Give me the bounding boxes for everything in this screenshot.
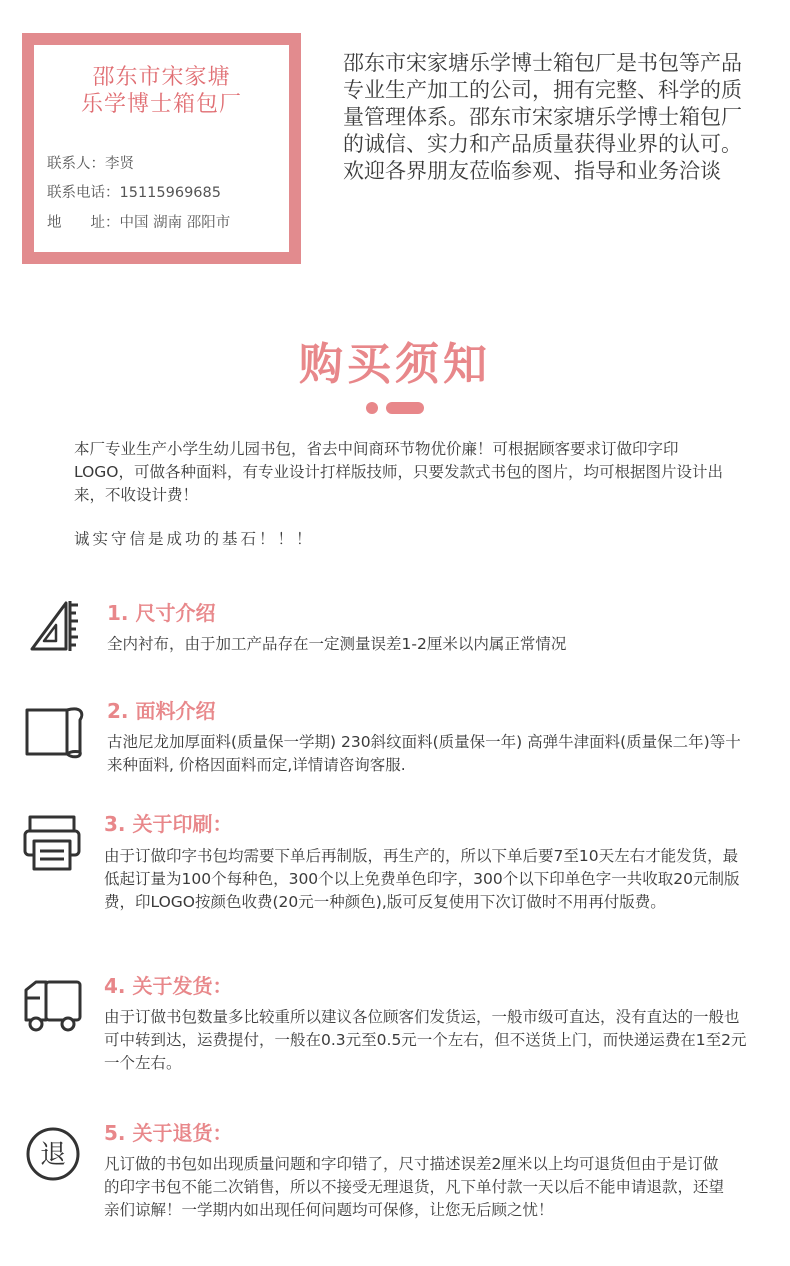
heading-decoration-bar [386, 402, 424, 414]
page-heading: 购买须知 [299, 339, 491, 390]
section-title-printing: 3. 关于印刷： [104, 812, 233, 836]
section-title-returns: 5. 关于退货： [104, 1121, 233, 1145]
intro-paragraph: 本厂专业生产小学生幼儿园书包，省去中间商环节物优价廉！可根据顾客要求订做印字印LOGO，可做各种面料，有专业设计打样版技师，只要发款式书包的图片，均可根据图片设计出来，不收设计费！ [74, 440, 723, 504]
section-title-size: 1. 尺寸介绍 [107, 601, 216, 625]
section-body-printing: 由于订做印字书包均需要下单后再制版，再生产的，所以下单后要7至10天左右才能发货，最低起订量为100个每种色，300个以上免费单色印字，300个以下印单色字一共收取20元制版费，印LOGO按颜色收费(20元一种颜色),版可反复使用下次订做时不用再付版费。 [104, 847, 740, 911]
truck-icon [22, 976, 82, 1036]
company-name-line2: 乐学博士箱包厂 [80, 92, 242, 117]
section-body-shipping: 由于订做书包数量多比较重所以建议各位顾客们发货运，一般市级可直达，没有直达的一般也可中转到达，运费提付，一般在0.3元至0.5元一个左右，但不送货上门，而快递运费在1至2元一个左右。 [104, 1008, 747, 1072]
section-title-shipping: 4. 关于发货： [104, 974, 233, 998]
company-card [22, 33, 301, 264]
address-label: 地 址： [47, 215, 120, 231]
company-intro: 邵东市宋家塘乐学博士箱包厂是书包等产品专业生产加工的公司，拥有完整、科学的质量管理体系。邵东市宋家塘乐学博士箱包厂的诚信、实力和产品质量获得业界的认可。欢迎各界朋友莅临参观、指导和业务洽谈 [343, 51, 742, 183]
phone-label: 联系电话： [47, 185, 120, 201]
section-title-fabric: 2. 面料介绍 [107, 699, 216, 723]
heading-decoration-dot [366, 402, 378, 414]
section-body-returns: 凡订做的书包如出现质量问题和字印错了，尺寸描述误差2厘米以上均可退货但由于是订做的印字书包不能二次销售，所以不接受无理退货，凡下单付款一天以后不能申请退款，还望亲们谅解！一学期内如出现任何问题均可保修，让您无后顾之忧！ [104, 1155, 725, 1219]
printer-icon [22, 813, 82, 873]
return-icon [24, 1125, 84, 1185]
section-body-size: 全内衬布，由于加工产品存在一定测量误差1-2厘米以内属正常情况 [107, 635, 567, 653]
company-name-line1: 邵东市宋家塘 [92, 65, 231, 90]
contact-label: 联系人： [47, 156, 105, 172]
ruler-triangle-icon [26, 595, 86, 655]
address-value: 中国 湖南 邵阳市 [119, 215, 231, 231]
contact-row [47, 152, 134, 173]
section-body-fabric: 古池尼龙加厚面料(质量保一学期) 230斜纹面料(质量保一年) 高弹牛津面料(质量保二年)等十来种面料, 价格因面料而定,详情请咨询客服. [107, 733, 741, 774]
fabric-roll-icon [24, 700, 84, 760]
company-name [34, 64, 289, 118]
motto-paragraph: 诚实守信是成功的基石！！！ [74, 530, 315, 548]
contact-value: 李贤 [105, 156, 134, 172]
address-row [47, 211, 230, 232]
phone-value: 15115969685 [119, 185, 221, 201]
return-icon-glyph: 退 [39, 1140, 67, 1170]
phone-row [47, 181, 221, 202]
